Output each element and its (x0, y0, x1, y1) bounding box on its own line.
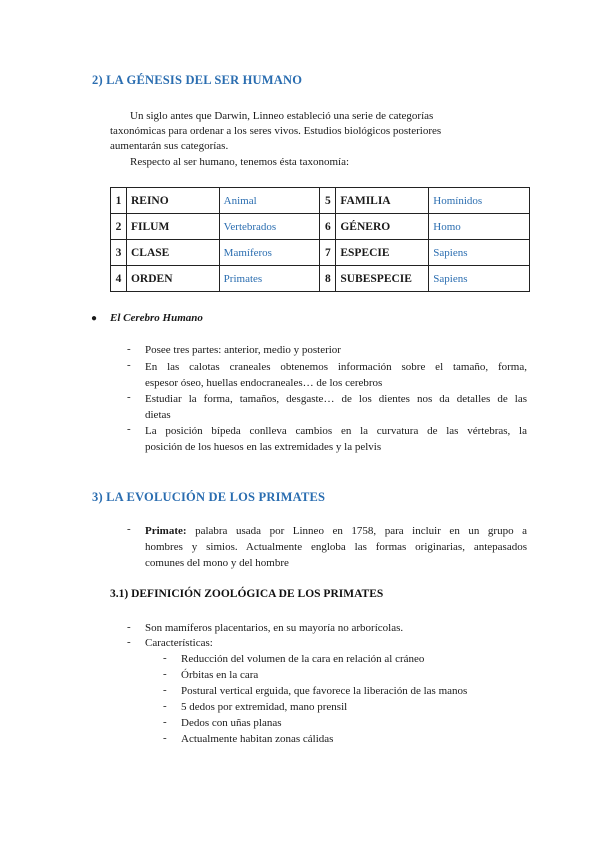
rank-number: 3 (111, 240, 127, 266)
primate-definition (145, 523, 527, 571)
rank-name: CLASE (126, 240, 219, 266)
intro-line-3: aumentarán sus categorías. (110, 140, 229, 152)
characteristic-item: Postural vertical erguida, que favorece la liberación de las manos (181, 685, 468, 697)
primate-line-2: hombres y simios. Actualmente engloba las formas originarias, antepasados (145, 541, 527, 553)
brain-item-4 (145, 423, 527, 455)
rank-number: 4 (111, 266, 127, 292)
rank-number: 1 (111, 188, 127, 214)
rank-name: ESPECIE (336, 240, 429, 266)
dash-marker: - (127, 359, 131, 371)
rank-name: REINO (126, 188, 219, 214)
brain-item-2-line-2: espesor óseo, huellas endocraneales… de los cerebros (145, 377, 383, 389)
characteristic-item: Reducción del volumen de la cara en relación al cráneo (181, 653, 425, 665)
dash-marker: - (163, 684, 167, 696)
characteristic-item: 5 dedos por extremidad, mano prensil (181, 701, 348, 713)
dash-marker: - (163, 732, 167, 744)
primate-line-1 (145, 523, 527, 539)
rank-name: FILUM (126, 214, 219, 240)
rank-number: 6 (320, 214, 336, 240)
brain-item-3-line-1: Estudiar la forma, tamaños, desgaste… de los dientes nos da detalles de las (145, 393, 527, 405)
rank-value: Vertebrados (219, 214, 320, 240)
table-row (111, 240, 530, 266)
rank-value: Mamíferos (219, 240, 320, 266)
brain-item-3 (145, 391, 527, 423)
rank-name: SUBESPECIE (336, 266, 429, 292)
brain-item-1: Posee tres partes: anterior, medio y posterior (145, 344, 341, 356)
rank-value: Primates (219, 266, 320, 292)
dash-marker: - (163, 700, 167, 712)
dash-marker: - (127, 523, 131, 535)
dash-marker: - (127, 423, 131, 435)
table-row (111, 266, 530, 292)
rank-number: 5 (320, 188, 336, 214)
primate-term: Primate: (145, 525, 187, 537)
primate-item-2: Características: (145, 637, 213, 649)
dash-marker: - (163, 668, 167, 680)
intro-line-2: taxonómicas para ordenar a los seres vivos. Estudios biológicos posteriores (110, 125, 442, 137)
primate-item-1: Son mamíferos placentarios, en su mayoría no arborícolas. (145, 622, 404, 634)
dash-marker: - (163, 716, 167, 728)
brain-item-4-line-2: posición de los huesos en las extremidades y la pelvis (145, 441, 382, 453)
bullet-icon: ● (91, 313, 98, 324)
rank-number: 7 (320, 240, 336, 266)
primate-line-3: comunes del mono y del hombre (145, 557, 289, 569)
brain-item-3-line-2: dietas (145, 409, 171, 421)
primate-line-1-text: palabra usada por Linneo en 1758, para incluir en un grupo a (186, 525, 527, 537)
brain-item-4-line-1: La posición bípeda conlleva cambios en la curvatura de las vértebras, la (145, 425, 527, 437)
rank-name: ORDEN (126, 266, 219, 292)
rank-value: Homo (429, 214, 530, 240)
rank-value: Sapiens (429, 240, 530, 266)
rank-value: Homínidos (429, 188, 530, 214)
rank-value: Animal (219, 188, 320, 214)
taxonomy-table (110, 187, 530, 292)
characteristic-item: Órbitas en la cara (181, 669, 259, 681)
characteristic-item: Dedos con uñas planas (181, 717, 282, 729)
dash-marker: - (127, 391, 131, 403)
rank-number: 8 (320, 266, 336, 292)
dash-marker: - (127, 636, 131, 648)
dash-marker: - (163, 652, 167, 664)
brain-item-2 (145, 359, 527, 391)
rank-number: 2 (111, 214, 127, 240)
section-2-heading: 2) LA GÉNESIS DEL SER HUMANO (92, 73, 303, 87)
intro-line-1: Un siglo antes que Darwin, Linneo estableció una serie de categorías (130, 110, 434, 122)
section-3-heading: 3) LA EVOLUCIÓN DE LOS PRIMATES (92, 490, 326, 504)
table-row (111, 214, 530, 240)
rank-name: GÉNERO (336, 214, 429, 240)
rank-name: FAMILIA (336, 188, 429, 214)
dash-marker: - (127, 343, 131, 355)
rank-value: Sapiens (429, 266, 530, 292)
brain-subtitle: El Cerebro Humano (110, 312, 203, 324)
table-row (111, 188, 530, 214)
dash-marker: - (127, 621, 131, 633)
characteristic-item: Actualmente habitan zonas cálidas (181, 733, 334, 745)
subsection-heading: 3.1) DEFINICIÓN ZOOLÓGICA DE LOS PRIMATES (110, 588, 384, 600)
brain-item-2-line-1: En las calotas craneales obtenemos información sobre el tamaño, forma, (145, 361, 527, 373)
intro-line-4: Respecto al ser humano, tenemos ésta taxonomía: (130, 156, 350, 168)
